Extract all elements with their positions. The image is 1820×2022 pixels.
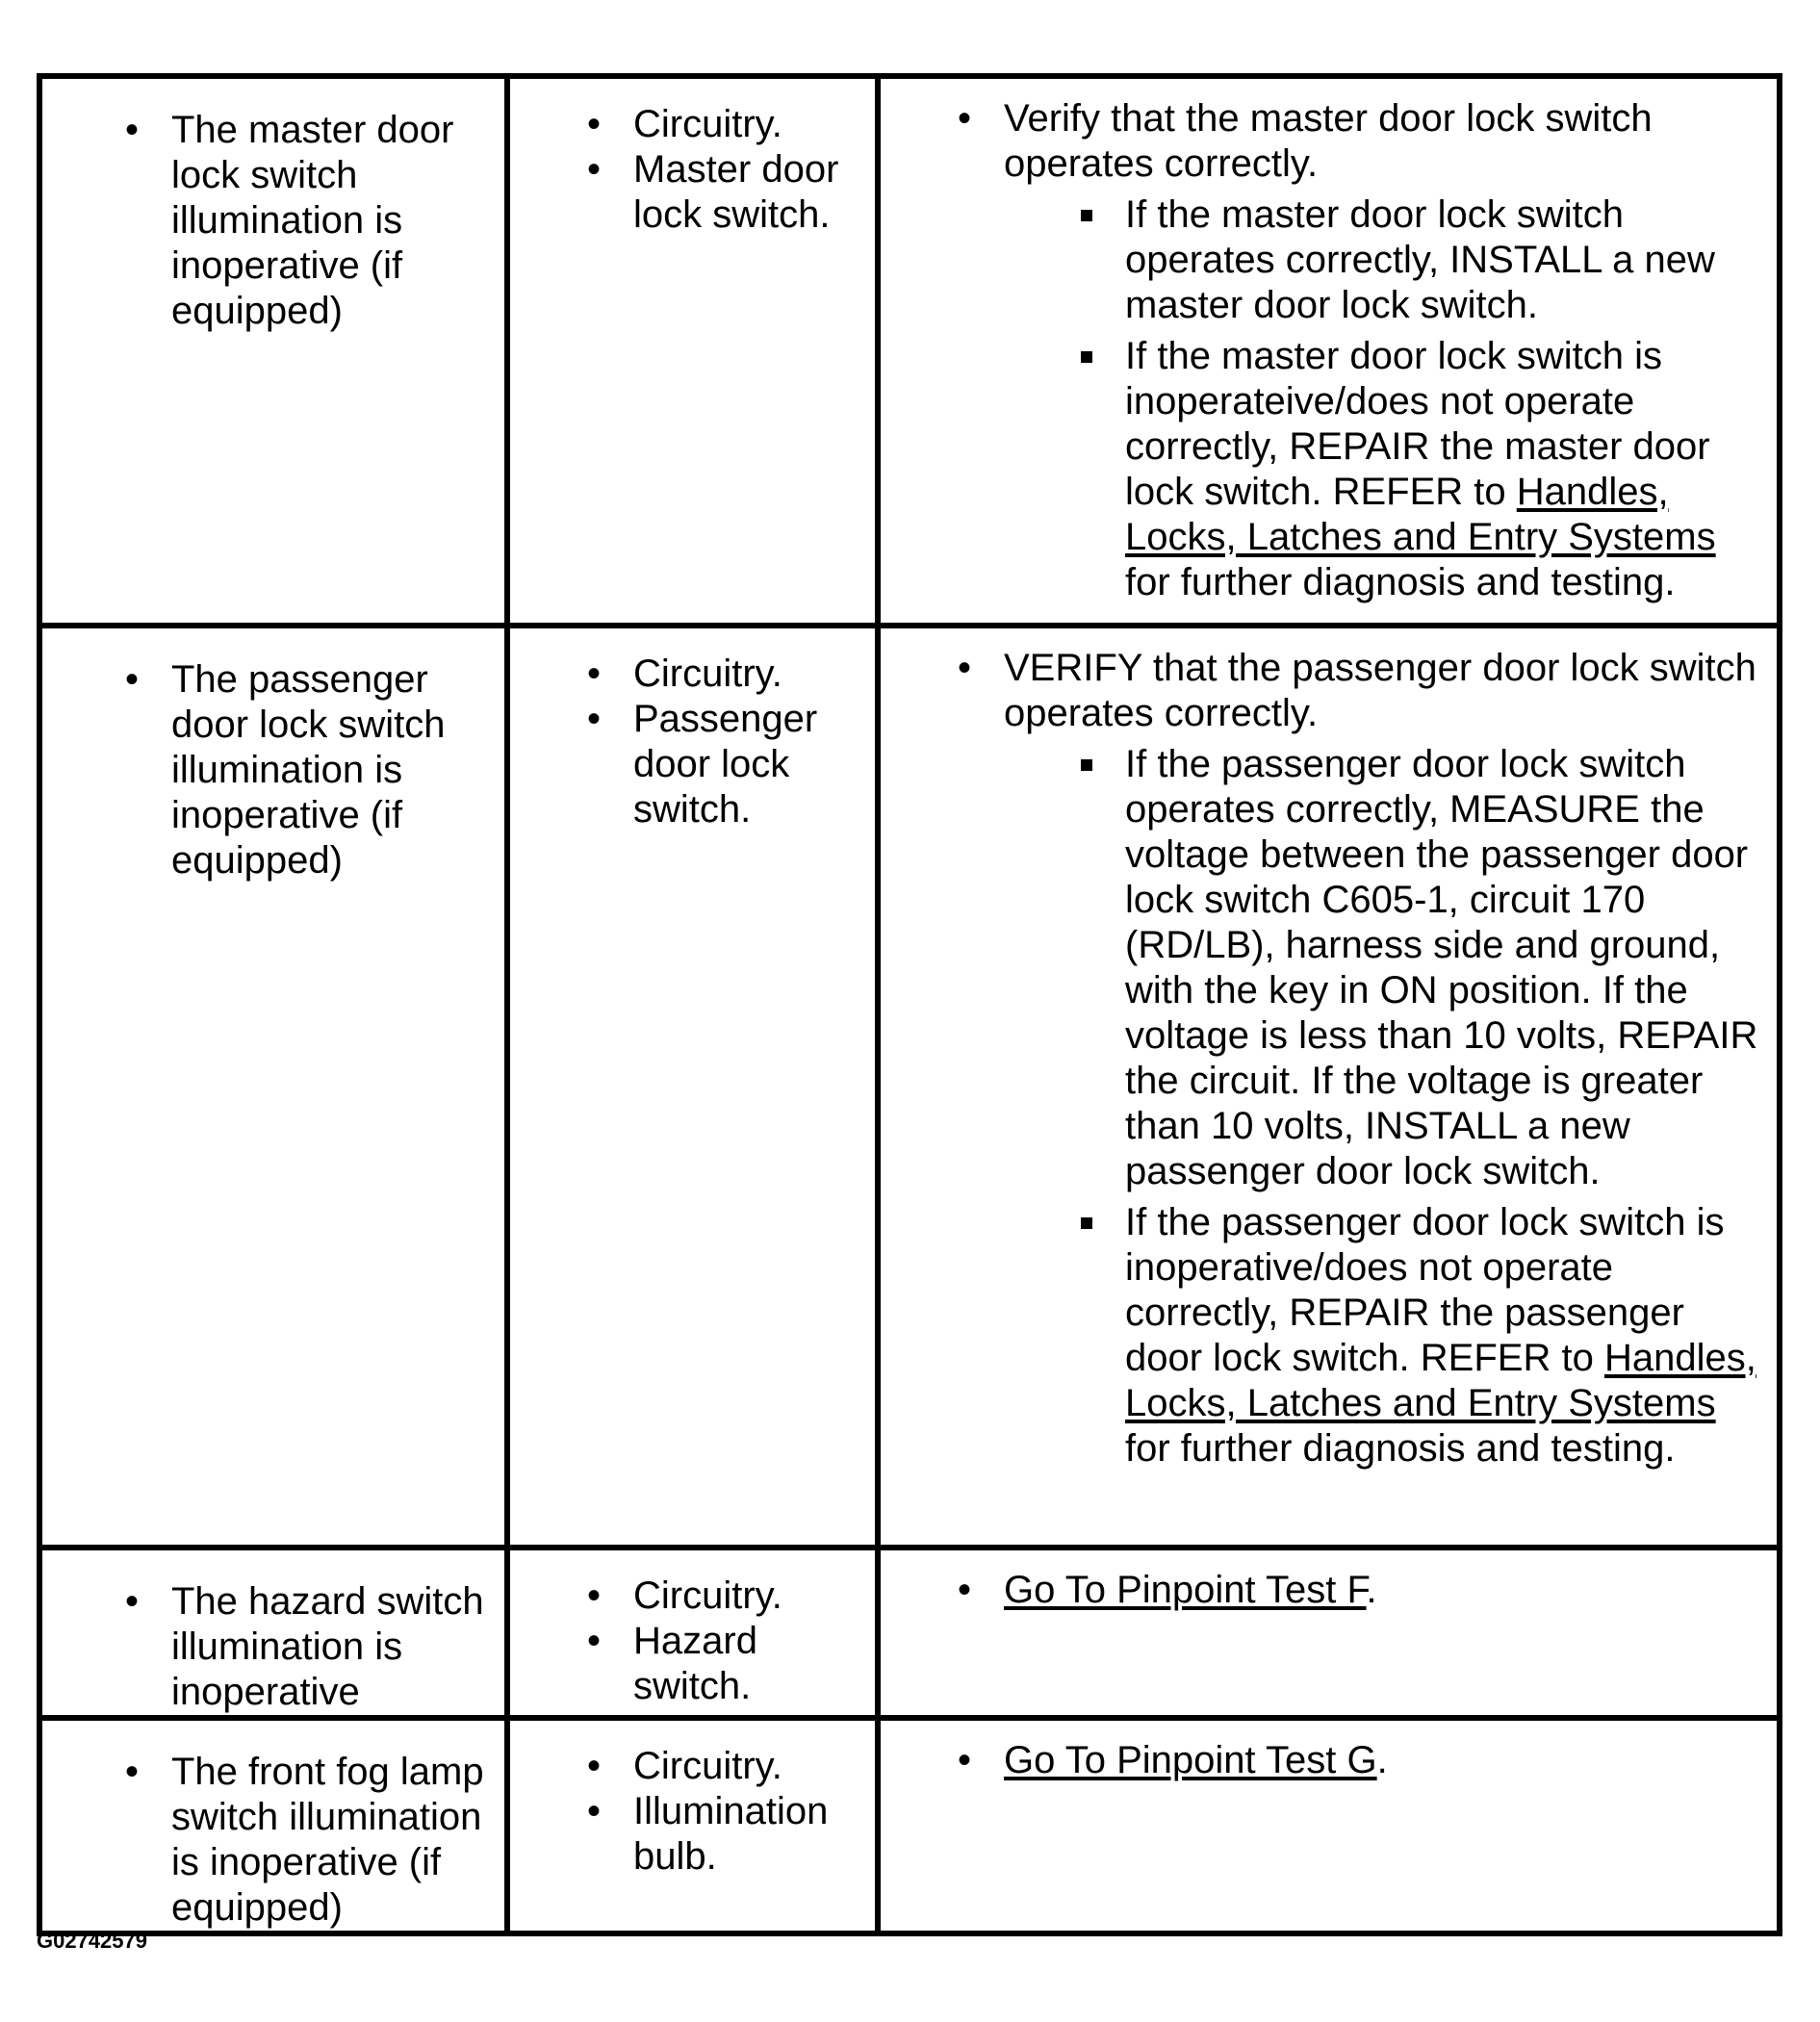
cause-item: • Hazard switch.	[587, 1619, 867, 1709]
cause-item: • Circuitry.	[587, 1744, 867, 1789]
table-row	[39, 1548, 1780, 1718]
causes-cell	[507, 76, 878, 626]
causes-cell	[507, 626, 878, 1548]
symptom-text: • The front fog lamp switch illumination is inoperative (if equipped)	[125, 1750, 497, 1931]
symptom-text: • The hazard switch illumination is inoperative	[125, 1579, 497, 1715]
action-after: .	[1376, 1739, 1388, 1781]
symptom-cell	[39, 1548, 507, 1718]
action-cell	[878, 626, 1780, 1548]
table-row	[39, 76, 1780, 626]
diagnosis-table	[37, 73, 1782, 1936]
symptom-cell	[39, 76, 507, 626]
symptom-text: • The passenger door lock switch illumination is inoperative (if equipped)	[125, 657, 497, 883]
reference-link[interactable]: Handles, Locks, Latches and Entry Systems	[1125, 471, 1716, 558]
sub-action-item	[1004, 192, 1761, 328]
cause-item: • Circuitry.	[587, 1574, 867, 1619]
symptom-cell	[39, 1718, 507, 1933]
sub-action-text: If the passenger door lock switch operates correctly, MEASURE the voltage between the passenger door lock switch C605-1, circuit 170 (RD/LB), harness side and ground, with the key in ON position. If the voltage is less than 10 volts, REPAIR the circuit. If the voltage is greater than 10 volts, INSTALL a new passenger door lock switch.	[1125, 743, 1758, 1192]
sub-action-after: for further diagnosis and testing.	[1125, 1427, 1676, 1470]
table-row	[39, 1718, 1780, 1933]
sub-action-text: If the master door lock switch operates correctly, INSTALL a new master door lock switch.	[1125, 193, 1715, 326]
sub-action-text: If the master door lock switch is inoperateive/does not operate correctly, REPAIR the master door lock switch. REFER to	[1125, 335, 1710, 513]
cause-item: • Master door lock switch.	[587, 147, 867, 238]
causes-cell	[507, 1718, 878, 1933]
cause-item: • Circuitry.	[587, 652, 867, 697]
action-cell	[878, 1718, 1780, 1933]
sub-action-item	[1004, 1200, 1761, 1472]
action-intro: Verify that the master door lock switch operates correctly.	[1004, 97, 1653, 185]
cause-item: • Circuitry.	[587, 102, 867, 147]
cause-item: • Passenger door lock switch.	[587, 697, 867, 832]
action-item	[958, 96, 1761, 605]
sub-action-after: for further diagnosis and testing.	[1125, 561, 1676, 603]
action-after: .	[1366, 1569, 1377, 1611]
table-row	[39, 626, 1780, 1548]
action-cell	[878, 1548, 1780, 1718]
action-item	[958, 1738, 1761, 1783]
causes-cell	[507, 1548, 878, 1718]
symptom-cell	[39, 626, 507, 1548]
sub-action-item	[1004, 742, 1761, 1194]
action-item	[958, 646, 1761, 1472]
reference-link[interactable]: Handles, Locks, Latches and Entry Systems	[1125, 1337, 1756, 1424]
action-cell	[878, 76, 1780, 626]
action-intro: VERIFY that the passenger door lock switch operates correctly.	[1004, 647, 1756, 734]
action-item	[958, 1568, 1761, 1613]
pinpoint-test-link[interactable]: Go To Pinpoint Test F	[1004, 1569, 1367, 1611]
sub-action-text: If the passenger door lock switch is inoperative/does not operate correctly, REPAIR the passenger door lock switch. REFER to	[1125, 1201, 1725, 1379]
symptom-text: • The master door lock switch illumination is inoperative (if equipped)	[125, 108, 497, 334]
sub-action-item	[1004, 334, 1761, 605]
pinpoint-test-link[interactable]: Go To Pinpoint Test G	[1004, 1739, 1377, 1781]
figure-id-caption: G02742579	[37, 1929, 147, 1953]
cause-item: • Illumination bulb.	[587, 1789, 867, 1880]
